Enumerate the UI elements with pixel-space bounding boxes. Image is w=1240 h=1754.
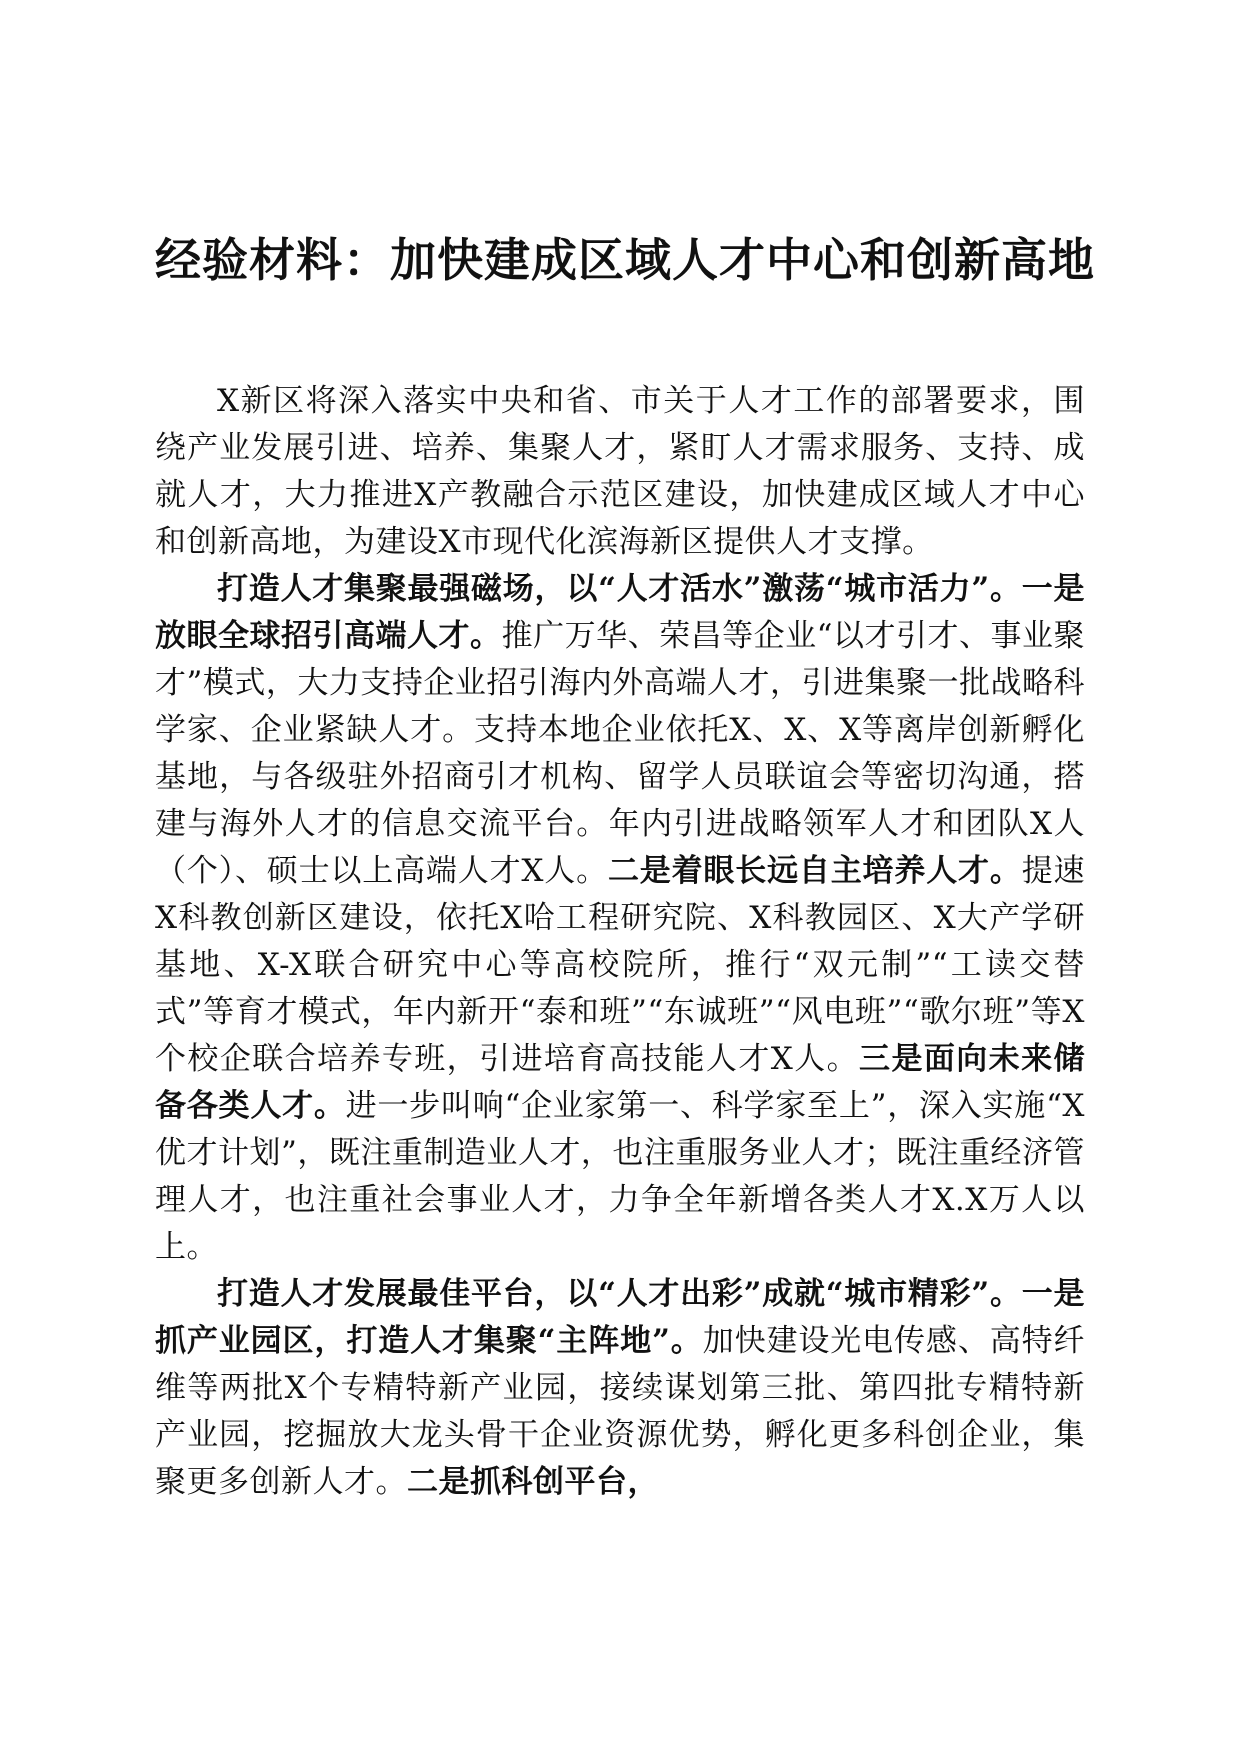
paragraph-intro — [155, 378, 1085, 566]
paragraph-text: 进一步叫响“企业家第一、科学家至上”，深入实施“X优才计划”，既注重制造业人才，也注重服务业人才；既注重经济管理人才，也注重社会事业人才，力争全年新增各类人才X.X万人以上。 — [155, 1088, 1085, 1265]
point-heading-3: 三是面向未来储备各类人才。 — [155, 1041, 1085, 1124]
paragraph-talent-platform — [155, 1271, 1085, 1506]
point-heading-1: 一是抓产业园区，打造人才集聚“主阵地”。 — [155, 1276, 1086, 1359]
paragraph-text: X新区将深入落实中央和省、市关于人才工作的部署要求，围绕产业发展引进、培养、集聚人才，紧盯人才需求服务、支持、成就人才，大力推进X产教融合示范区建设，加快建成区域人才中心和创新高地，为建设X市现代化滨海新区提供人才支撑。 — [155, 383, 1085, 560]
point-heading-1: 一是放眼全球招引高端人才。 — [155, 571, 1086, 654]
document-body — [155, 378, 1085, 1506]
section-heading: 打造人才发展最佳平台，以“人才出彩”成就“城市精彩”。 — [217, 1276, 1022, 1312]
paragraph-text: 推广万华、荣昌等企业“以才引才、事业聚才”模式，大力支持企业招引海内外高端人才，引进集聚一批战略科学家、企业紧缺人才。支持本地企业依托X、X、X等离岸创新孵化基地，与各级驻外招商引才机构、留学人员联谊会等密切沟通，搭建与海外人才的信息交流平台。年内引进战略领军人才和团队X人（个）、硕士以上高端人才X人。 — [155, 618, 1085, 889]
paragraph-text: 加快建设光电传感、高特纤维等两批X个专精特新产业园，接续谋划第三批、第四批专精特新产业园，挖掘放大龙头骨干企业资源优势，孵化更多科创企业，集聚更多创新人才。 — [155, 1323, 1085, 1500]
paragraph-text: 提速X科教创新区建设，依托X哈工程研究院、X科教园区、X大产学研基地、X-X联合研究中心等高校院所，推行“双元制”“工读交替式”等育才模式，年内新开“泰和班”“东诚班”“风电班”“歌尔班”等X个校企联合培养专班，引进培育高技能人才X人。 — [155, 853, 1086, 1077]
point-heading-2: 二是着眼长远自主培养人才。 — [607, 853, 1022, 889]
document-title: 经验材料：加快建成区域人才中心和创新高地 — [155, 233, 1095, 287]
section-heading: 打造人才集聚最强磁场，以“人才活水”激荡“城市活力”。 — [217, 571, 1022, 607]
point-heading-2: 二是抓科创平台， — [407, 1464, 659, 1500]
paragraph-talent-magnet — [155, 566, 1085, 1271]
